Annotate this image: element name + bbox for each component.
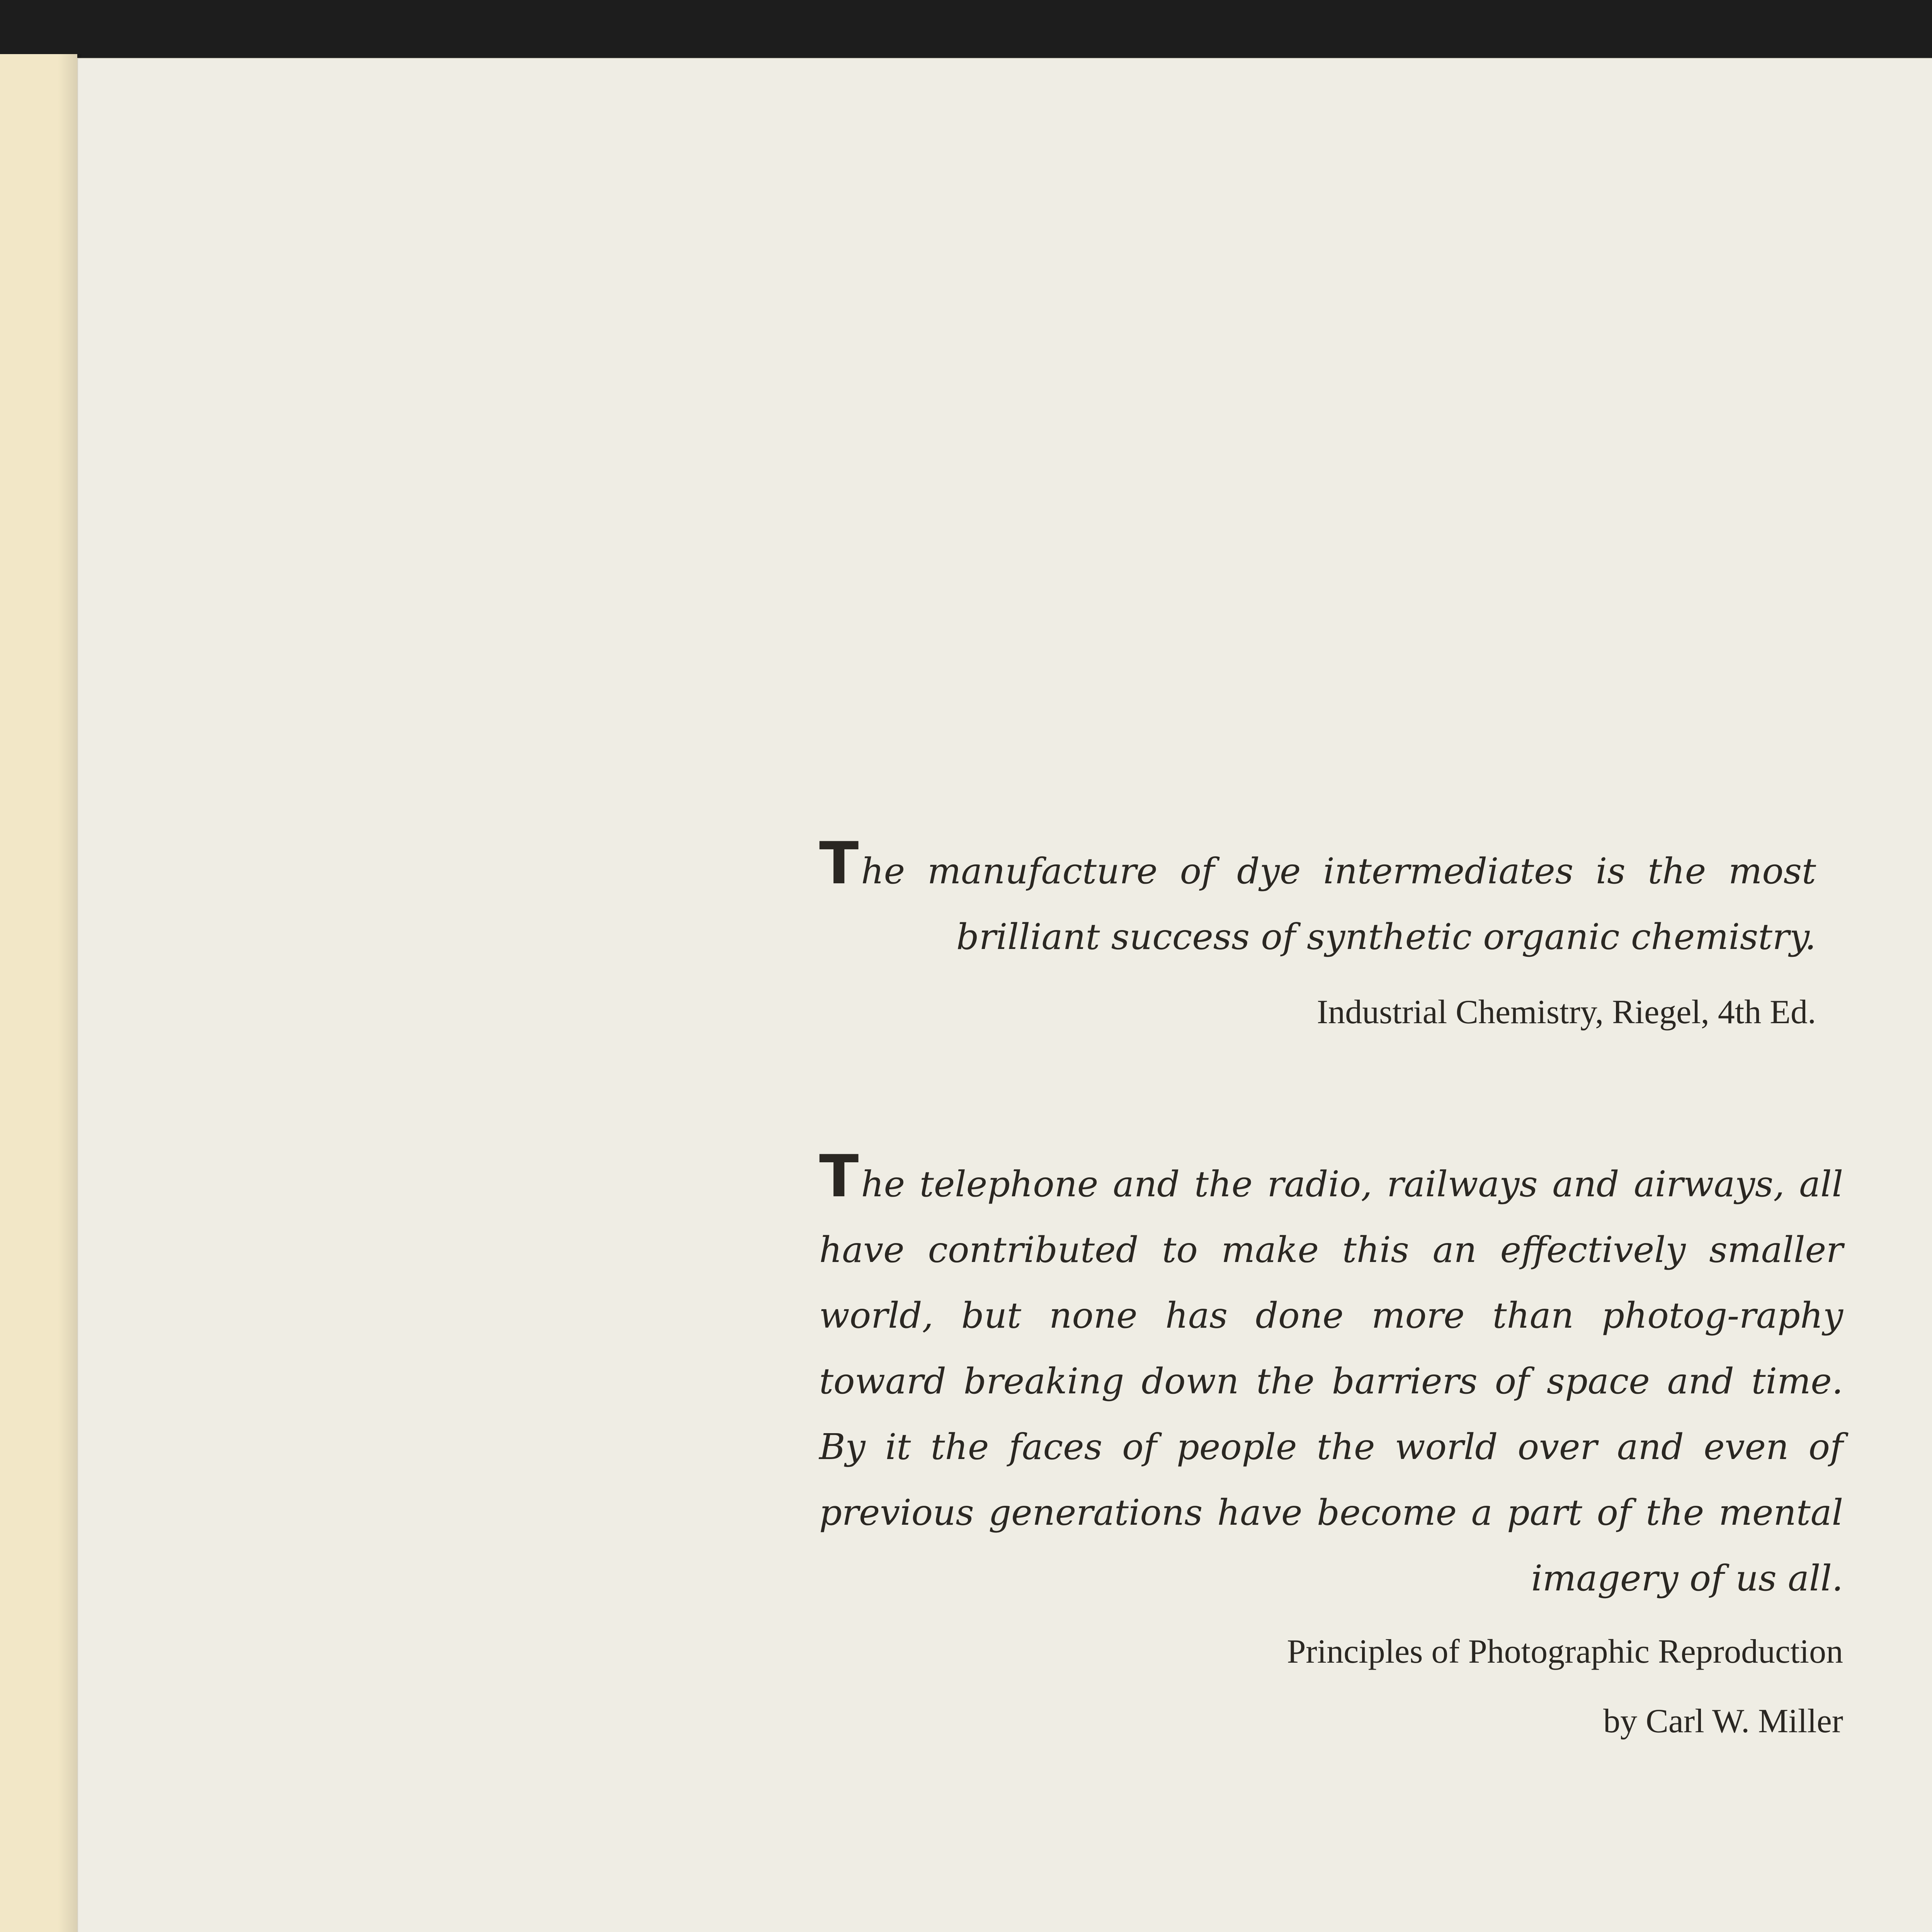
drop-cap: T bbox=[819, 1143, 859, 1210]
quote-body: he telephone and the radio, railways and airways, all have contributed to make this an effectively smaller world, but none has done more than photog-raphy toward breaking down the barriers of space and time. By it the faces of people the world over and even of previous generations have become a part of the mental imagery of us all. bbox=[819, 1163, 1843, 1599]
quote-attribution-title: Principles of Photographic Reproduction bbox=[1287, 1633, 1843, 1670]
quote-text bbox=[819, 1143, 1843, 1611]
quote-block-dye-intermediates bbox=[819, 830, 1816, 1041]
quote-attribution: Industrial Chemistry, Riegel, 4th Ed. bbox=[1316, 993, 1816, 1031]
drop-cap: T bbox=[819, 830, 859, 897]
quote-block-photography bbox=[819, 1143, 1843, 1750]
quote-attribution-author: by Carl W. Miller bbox=[1603, 1702, 1843, 1740]
quote-body: he manufacture of dye intermediates is the most brilliant success of synthetic organic chemistry. bbox=[861, 850, 1816, 957]
quote-text bbox=[819, 830, 1816, 970]
